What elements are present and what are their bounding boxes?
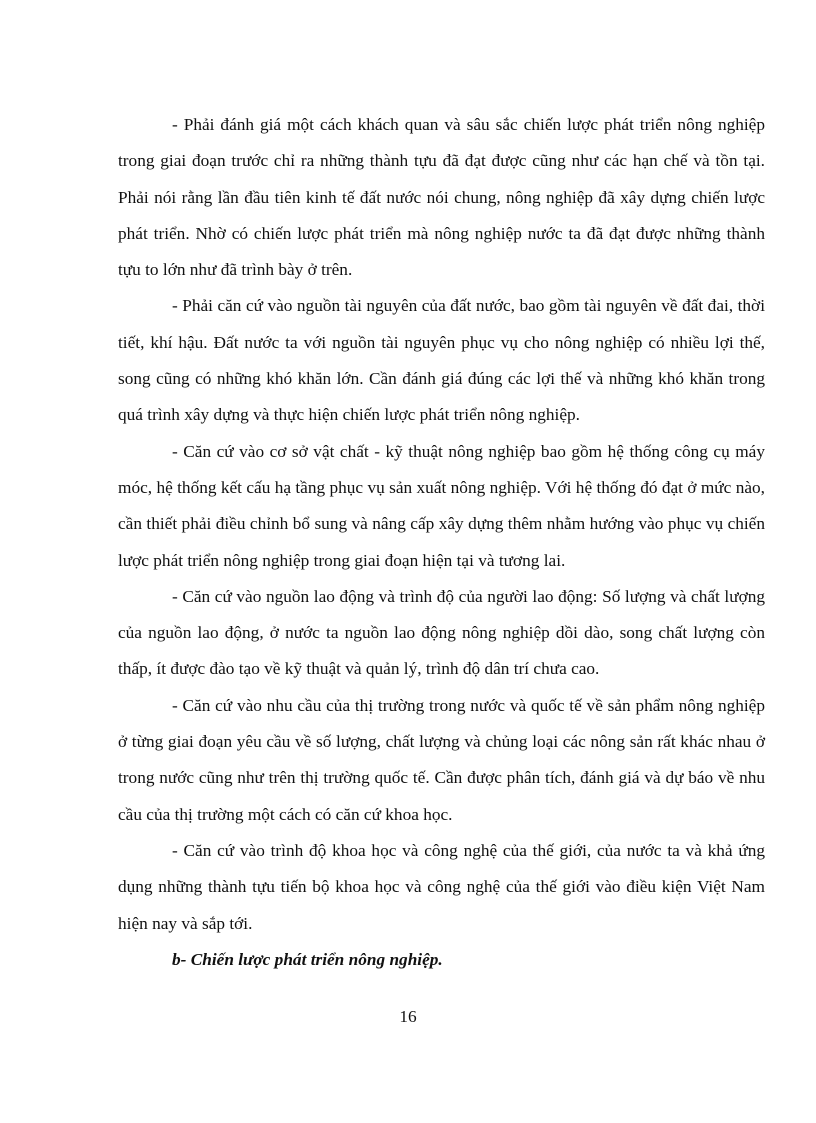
page-number: 16 <box>399 1007 417 1026</box>
section-heading: b- Chiến lược phát triển nông nghiệp. <box>172 949 443 969</box>
paragraph-market-demand: - Căn cứ vào nhu cầu của thị trường trong nước và quốc tế về sản phẩm nông nghiệp ở từng giai đoạn yêu cầu về số lượng, chất lượng và chủng loại các nông sản rất khác nhau ở trong nước cũng như trên thị trường quốc tế. Cần được phân tích, đánh giá và dự báo về nhu cầu của thị trường một cách có căn cứ khoa học. <box>118 695 765 824</box>
paragraph-science-technology: - Căn cứ vào trình độ khoa học và công nghệ của thế giới, của nước ta và khả ứng dụng những thành tựu tiến bộ khoa học và công nghệ của thế giới vào điều kiện Việt Nam hiện nay và sắp tới. <box>118 840 765 933</box>
paragraph-technical-infrastructure: - Căn cứ vào cơ sở vật chất - kỹ thuật nông nghiệp bao gồm hệ thống công cụ máy móc, hệ thống kết cấu hạ tầng phục vụ sản xuất nông nghiệp. Với hệ thống đó đạt ở mức nào, cần thiết phải điều chỉnh bổ sung và nâng cấp xây dựng thêm nhằm hướng vào phục vụ chiến lược phát triển nông nghiệp trong giai đoạn hiện tại và tương lai. <box>118 441 765 570</box>
paragraph-labor-force: - Căn cứ vào nguồn lao động và trình độ của người lao động: Số lượng và chất lượng của nguồn lao động, ở nước ta nguồn lao động nông nghiệp dồi dào, song chất lượng còn thấp, ít được đào tạo về kỹ thuật và quản lý, trình độ dân trí chưa cao. <box>118 586 765 679</box>
paragraph-past-strategy-evaluation: - Phải đánh giá một cách khách quan và sâu sắc chiến lược phát triển nông nghiệp trong giai đoạn trước chỉ ra những thành tựu đã đạt được cũng như các hạn chế và tồn tại. Phải nói rằng lần đầu tiên kinh tế đất nước nói chung, nông nghiệp đã xây dựng chiến lược phát triển. Nhờ có chiến lược phát triển mà nông nghiệp nước ta đã đạt được những thành tựu to lớn như đã trình bày ở trên. <box>118 115 765 280</box>
paragraph-natural-resources: - Phải căn cứ vào nguồn tài nguyên của đất nước, bao gồm tài nguyên về đất đai, thời tiết, khí hậu. Đất nước ta với nguồn tài nguyên phục vụ cho nông nghiệp có nhiều lợi thế, song cũng có những khó khăn lớn. Cần đánh giá đúng các lợi thế và những khó khăn trong quá trình xây dựng và thực hiện chiến lược phát triển nông nghiệp. <box>118 296 765 425</box>
document-page <box>118 107 765 978</box>
